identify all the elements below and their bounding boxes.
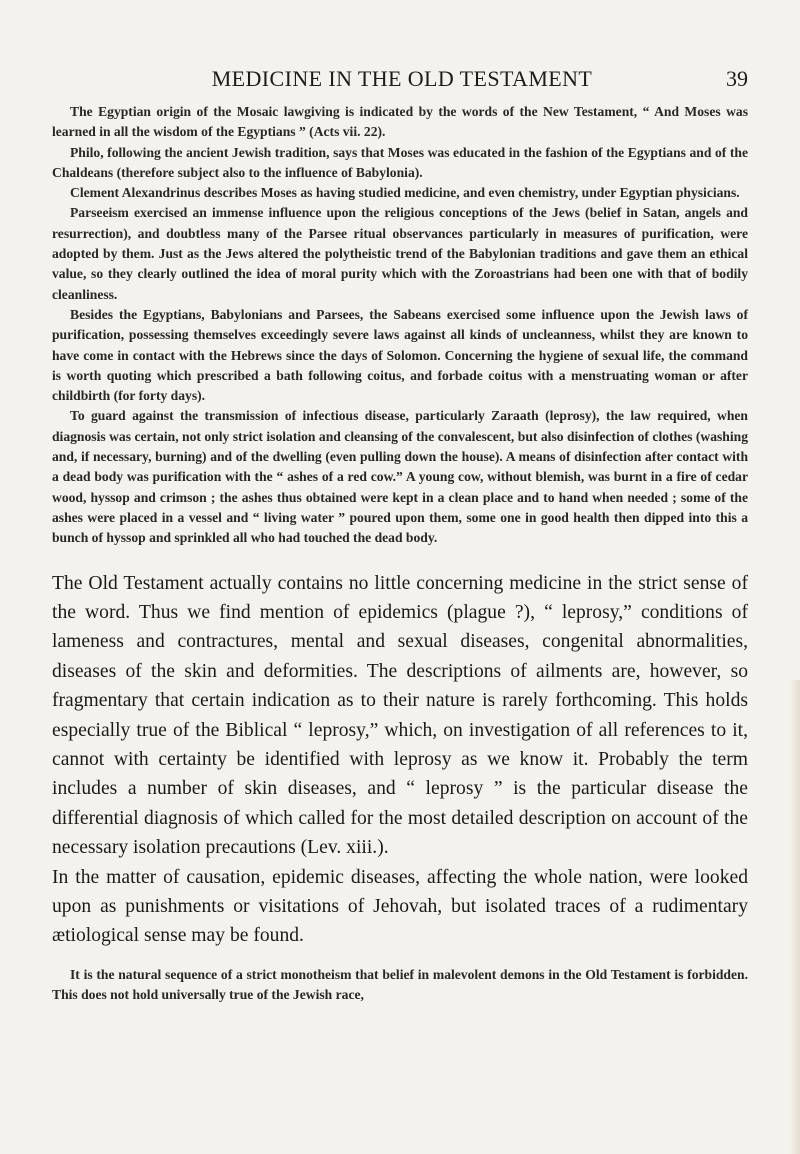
running-head [52,64,748,94]
small-print-section [52,102,748,549]
book-page [52,64,748,1005]
running-title: MEDICINE IN THE OLD TESTAMENT [211,66,593,91]
paragraph-monotheism: It is the natural sequence of a strict monotheism that belief in malevolent demons in the Old Testament is forbidden. This does not hold universally true of the Jewish race, [52,966,748,1003]
paragraph-philo: Philo, following the ancient Jewish tradition, says that Moses was educated in the fashion of the Egyptians and of the Chaldeans (therefore subject also to the influence of Babylonia). [52,144,748,180]
paragraph-infectious-disease: To guard against the transmission of infectious disease, particularly Zaraath (leprosy), the law required, when diagnosis was certain, not only strict isolation and cleansing of the convalescent, but also disinfection of clothes (washing and, if necessary, burning) and of the dwelling (even pulling down the house). A means of disinfection after contact with a dead body was purification with the “ ashes of a red cow.” A young cow, without blemish, was burnt in a fire of cedar wood, hyssop and crimson ; the ashes thus obtained were kept in a clean place and to hand when needed ; some of the ashes were placed in a vessel and “ living water ” poured upon them, some one in good health then dipped into this a bunch of hyssop and sprinkled all who had touched the dead body. [52,408,748,546]
paragraph-sabeans: Besides the Egyptians, Babylonians and Parsees, the Sabeans exercised some influence upon the Jewish laws of purification, possessing themselves exceedingly severe laws against all kinds of uncleanness, whilst they are known to have come in contact with the Hebrews since the days of Solomon. Concerning the hygiene of sexual life, the command is worth quoting which prescribed a bath following coitus, and forbade coitus with a menstruating woman or after childbirth (for forty days). [52,306,748,404]
paragraph-egyptian-origin: The Egyptian origin of the Mosaic lawgiving is indicated by the words of the New Testament, “ And Moses was learned in all the wisdom of the Egyptians ” (Acts vii. 22). [52,104,748,140]
page-edge-shadow [790,680,800,1154]
paragraph-old-testament-medicine: The Old Testament actually contains no little concerning medicine in the strict sense of the word. Thus we find mention of epidemics (plague ?), “ leprosy,” conditions of lameness and contractures, mental and sexual diseases, congenital abnormalities, diseases of the skin and deformities. The descriptions of ailments are, however, so fragmentary that certain indication as to their nature is rarely forthcoming. This holds especially true of the Biblical “ leprosy,” which, on investigation of all references to it, cannot with certainty be identified with leprosy as we know it. Probably the term includes a number of skin diseases, and “ leprosy ” is the particular disease the differential diagnosis of which called for the most detailed description on account of the necessary isolation precautions (Lev. xiii.). [52,572,748,859]
paragraph-parseeism: Parseeism exercised an immense influence upon the religious conceptions of the Jews (belief in Satan, angels and resurrection), and doubtless many of the Parsee ritual observances particularly in measures of purification, were adopted by them. Just as the Jews altered the polytheistic trend of the Babylonian traditions and gave them an ethical value, so they clearly outlined the idea of moral purity which with the Zoroastrians had been one with that of bodily cleanliness. [52,205,748,302]
small-print-tail [52,965,748,1006]
main-text-section [52,569,748,951]
paragraph-clement: Clement Alexandrinus describes Moses as having studied medicine, and even chemistry, under Egyptian physicians. [70,185,740,201]
paragraph-causation: In the matter of causation, epidemic diseases, affecting the whole nation, were looked upon as punishments or visitations of Jehovah, but isolated traces of a rudimentary ætiological sense may be found. [52,866,748,947]
page-number: 39 [726,66,748,91]
